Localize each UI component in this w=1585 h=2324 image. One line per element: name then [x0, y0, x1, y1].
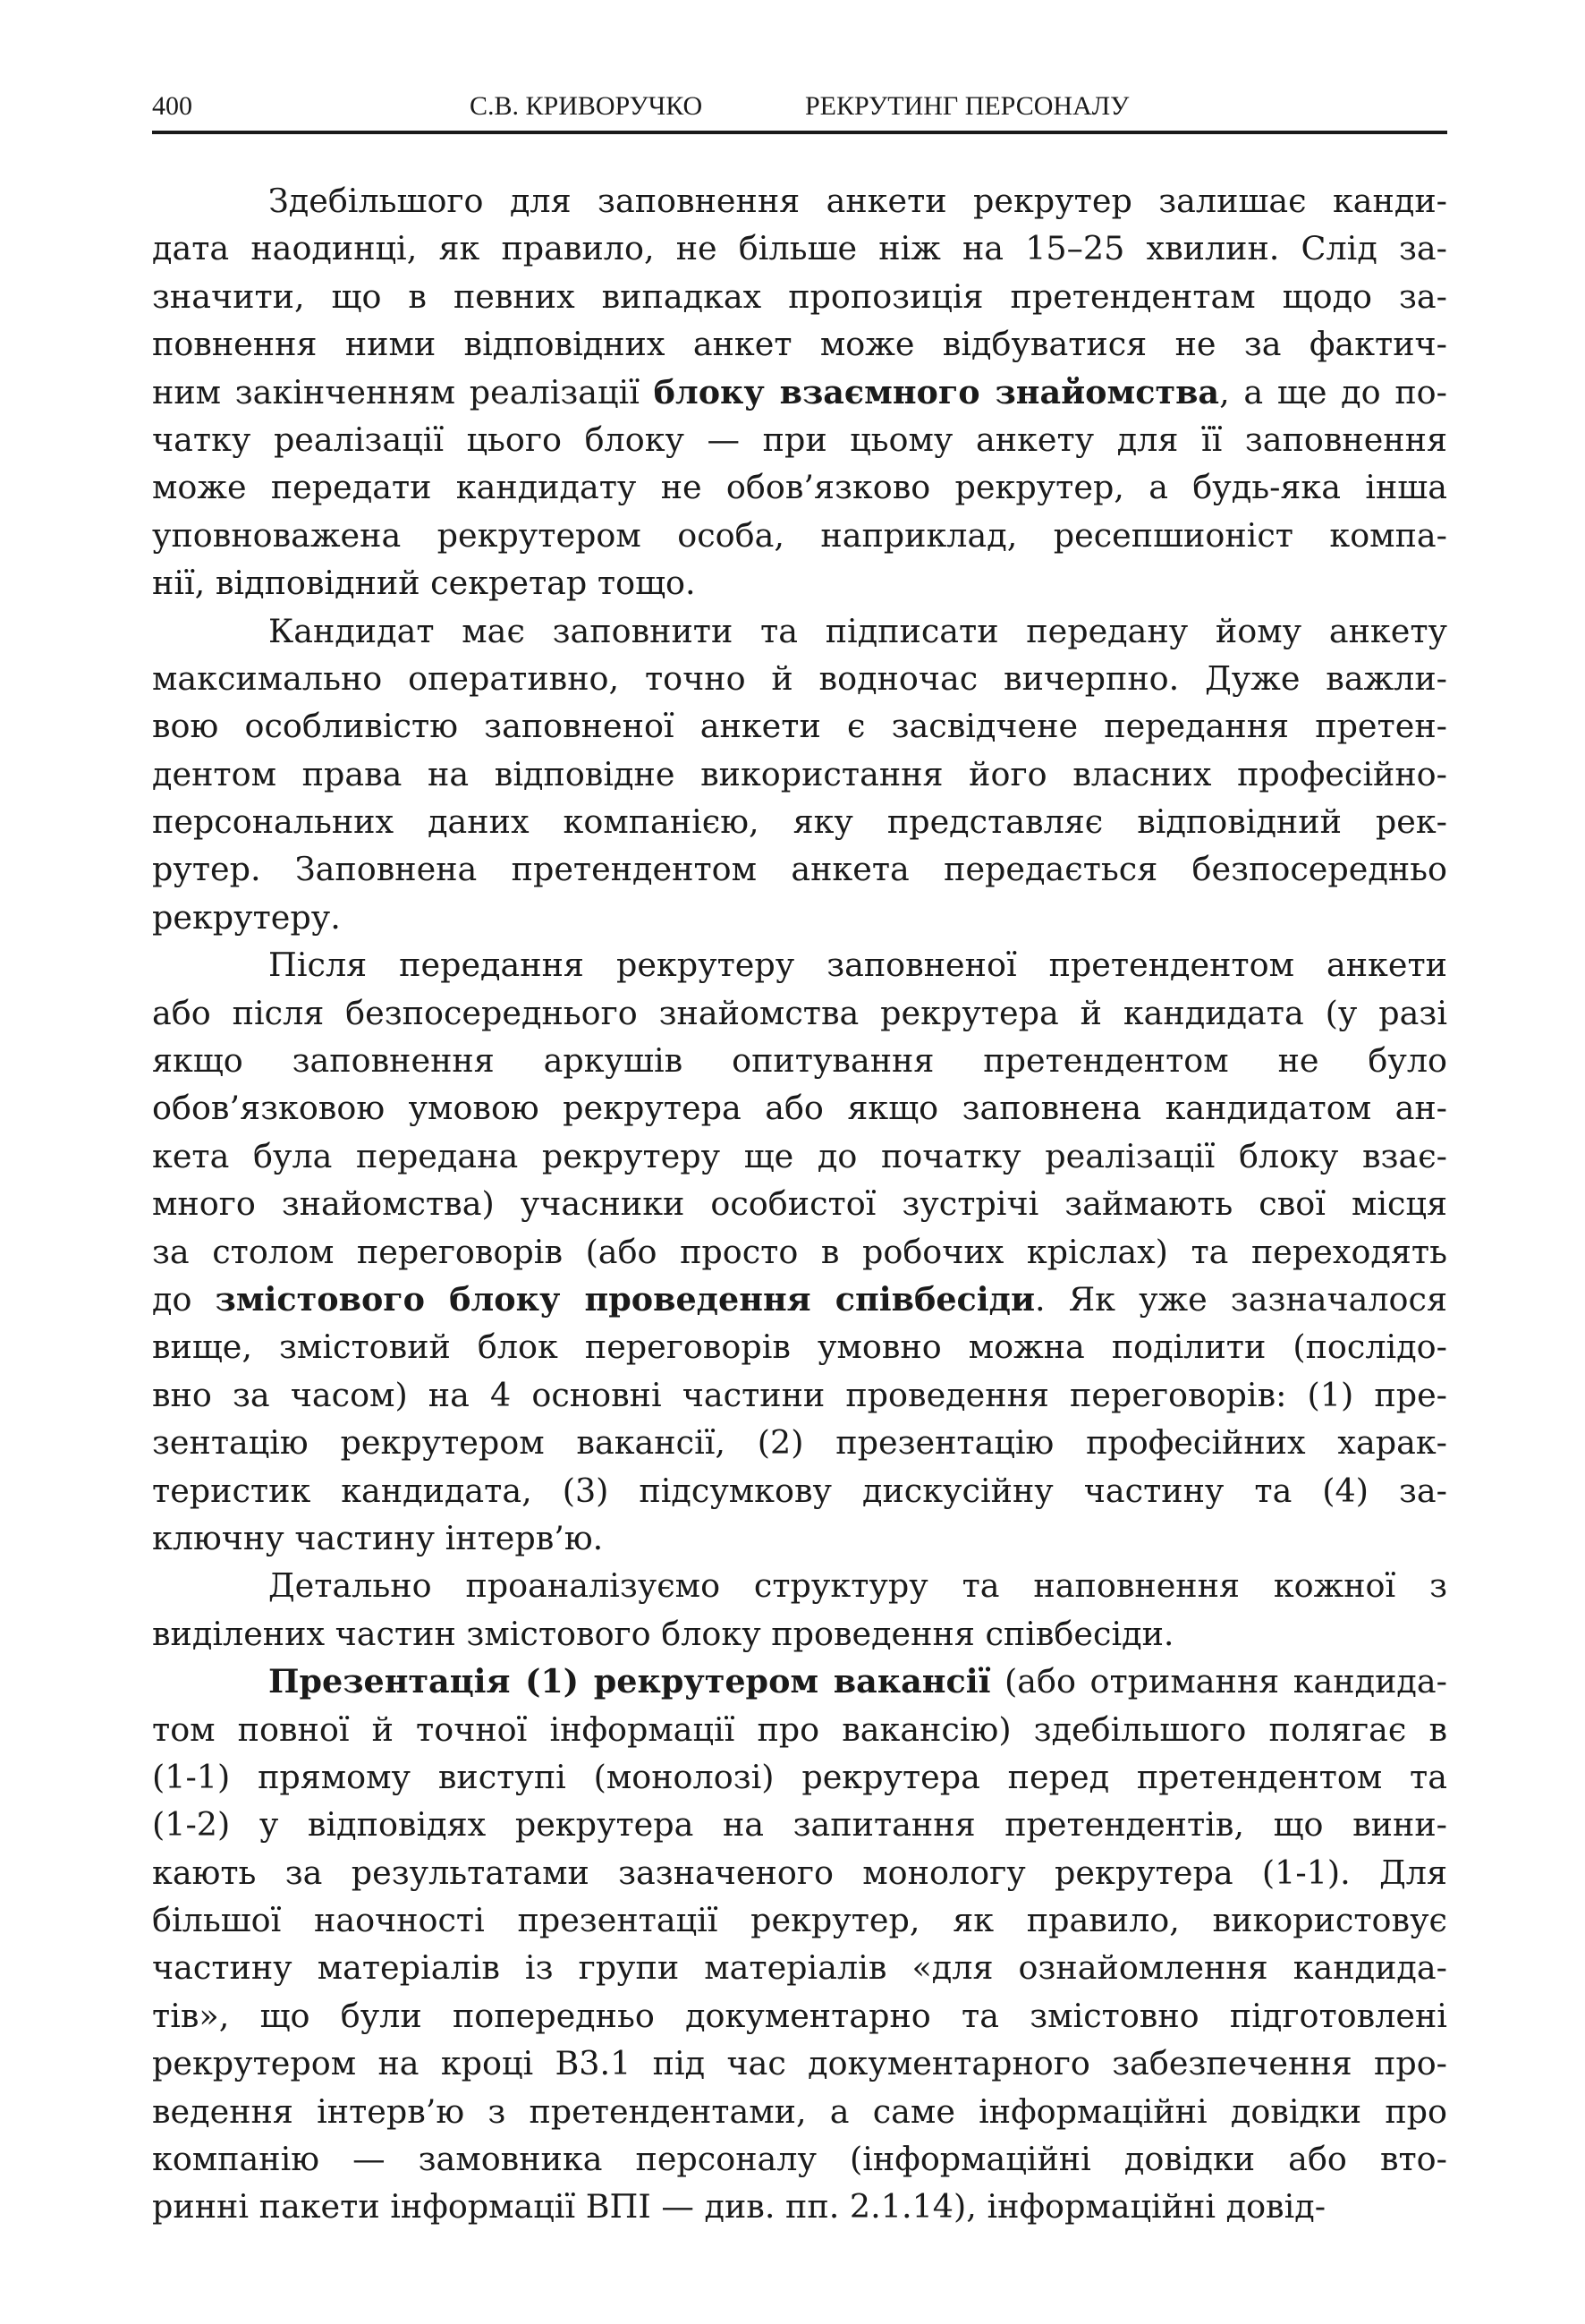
text-line — [152, 1276, 1447, 1323]
text-line — [152, 1132, 1447, 1180]
text-run: частину матеріалів із групи матеріалів «для ознайомлення кандида- — [152, 1948, 1447, 1988]
text-run: значити, що в певних випадках пропозиція претендентам щодо за- — [152, 276, 1447, 316]
paragraph — [152, 177, 1447, 607]
paragraph — [152, 1658, 1447, 2231]
text-run: за столом переговорів (або просто в робочих кріслах) та переходять — [152, 1232, 1447, 1271]
text-run: рекрутером на кроці В3.1 під час документарного забезпечення про- — [152, 2044, 1447, 2083]
text-line — [152, 1801, 1447, 1848]
text-line — [152, 1992, 1447, 2040]
text-line — [152, 1514, 1447, 1562]
text-run: чатку реалізації цього блоку — при цьому анкету для її заповнення — [152, 420, 1447, 459]
text-line — [152, 416, 1447, 463]
text-line — [152, 798, 1447, 845]
text-run: ним закінченням реалізації — [152, 372, 654, 411]
text-line — [152, 655, 1447, 702]
text-line — [152, 702, 1447, 750]
text-run: дентом права на відповідне використання його власних професійно- — [152, 754, 1447, 793]
text-line — [152, 1658, 1447, 1705]
paragraph — [152, 1562, 1447, 1658]
text-run: персональних даних компанією, яку представляє відповідний рек- — [152, 802, 1447, 842]
text-run: більшої наочності презентації рекрутер, як правило, використовує — [152, 1901, 1447, 1940]
bold-term: блоку взаємного знайомства — [653, 372, 1220, 411]
text-line — [152, 1371, 1447, 1419]
running-author: С.В. КРИВОРУЧКО — [470, 91, 703, 121]
text-run: рекрутеру. — [152, 897, 341, 937]
text-run: компанію — замовника персоналу (інформаційні довідки або вто- — [152, 2140, 1447, 2179]
text-line — [152, 1706, 1447, 1753]
text-line — [152, 1228, 1447, 1276]
text-run: рутер. Заповнена претендентом анкета передається безпосередньо — [152, 850, 1447, 889]
text-line — [152, 2135, 1447, 2183]
text-run: Кандидат має заповнити та підписати передану йому анкету — [268, 611, 1447, 650]
text-line — [152, 989, 1447, 1037]
text-run: вно за часом) на 4 основні частини проведення переговорів: (1) пре- — [152, 1375, 1447, 1414]
text-line — [152, 894, 1447, 941]
text-run: зентацію рекрутером вакансії, (2) презентацію професійних харак- — [152, 1423, 1447, 1463]
text-line — [152, 1180, 1447, 1227]
text-run: кають за результатами зазначеного монологу рекрутера (1-1). Для — [152, 1853, 1447, 1892]
text-run: много знайомства) учасники особистої зустрічі займають свої місця — [152, 1184, 1447, 1224]
text-line — [152, 1562, 1447, 1609]
text-line — [152, 2183, 1447, 2230]
text-run: обов’язковою умовою рекрутера або якщо заповнена кандидатом ан- — [152, 1089, 1447, 1128]
text-line — [152, 559, 1447, 606]
text-line — [152, 512, 1447, 559]
text-run: ключну частину інтерв’ю. — [152, 1518, 604, 1557]
text-run: , а ще до по- — [1219, 372, 1447, 411]
text-run: (1-2) у відповідях рекрутера на запитання претендентів, що вини- — [152, 1805, 1447, 1845]
text-line — [152, 463, 1447, 511]
text-run: (1-1) прямому виступі (монолозі) рекрутера перед претендентом та — [152, 1757, 1447, 1796]
text-run: уповноважена рекрутером особа, наприклад, ресепшионіст компа- — [152, 515, 1447, 555]
page-header — [152, 86, 1447, 134]
text-run: виділених частин змістового блоку проведення співбесіди. — [152, 1614, 1174, 1653]
text-run: дата наодинці, як правило, не більше ніж на 15–25 хвилин. Слід за- — [152, 229, 1447, 268]
text-run: Здебільшого для заповнення анкети рекрутер залишає канди- — [268, 182, 1447, 220]
text-line — [152, 845, 1447, 893]
text-run: том повної й точної інформації про вакансію) здебільшого полягає в — [152, 1709, 1447, 1749]
text-line — [152, 1419, 1447, 1466]
text-line — [152, 941, 1447, 988]
text-line — [152, 2088, 1447, 2135]
page-number: 400 — [152, 91, 192, 121]
text-run: тів», що були попередньо документарно та змістовно підготовлені — [152, 1996, 1447, 2035]
bold-term: Презентація (1) рекрутером вакансії — [268, 1662, 991, 1701]
text-run: ринні пакети інформації ВПІ — див. пп. 2.1.14), інформаційні довід- — [152, 2187, 1326, 2226]
text-line — [152, 320, 1447, 368]
text-run: Детально проаналізуємо структуру та наповнення кожної з — [268, 1566, 1447, 1606]
text-run: . Як уже зазначалося — [1035, 1279, 1447, 1319]
text-run: теристик кандидата, (3) підсумкову дискусійну частину та (4) за- — [152, 1471, 1447, 1510]
text-line — [152, 1896, 1447, 1944]
text-run: повнення ними відповідних анкет може відбуватися не за фактич- — [152, 325, 1447, 364]
text-run: вою особливістю заповненої анкети є засвідчене передання претен- — [152, 707, 1447, 746]
text-line — [152, 177, 1447, 225]
text-run: ведення інтерв’ю з претендентами, а саме інформаційні довідки про — [152, 2091, 1447, 2131]
text-line — [152, 225, 1447, 272]
page-body — [152, 177, 1447, 2231]
paragraph — [152, 607, 1447, 942]
text-line — [152, 1323, 1447, 1370]
text-line — [152, 273, 1447, 320]
text-run: кета була передана рекрутеру ще до початку реалізації блоку взає- — [152, 1136, 1447, 1175]
text-line — [152, 1084, 1447, 1132]
paragraph — [152, 941, 1447, 1562]
text-line — [152, 1037, 1447, 1084]
text-run: якщо заповнення аркушів опитування претендентом не було — [152, 1041, 1447, 1081]
text-line — [152, 607, 1447, 655]
text-line — [152, 1467, 1447, 1514]
running-title: РЕКРУТИНГ ПЕРСОНАЛУ — [805, 91, 1130, 121]
text-run: може передати кандидату не обов’язково рекрутер, а будь-яка інша — [152, 468, 1447, 507]
text-run: до — [152, 1279, 216, 1319]
text-line — [152, 1753, 1447, 1801]
text-line — [152, 2040, 1447, 2087]
text-line — [152, 1849, 1447, 1896]
text-line — [152, 1610, 1447, 1658]
text-run: вище, змістовий блок переговорів умовно можна поділити (послідо- — [152, 1327, 1447, 1367]
text-run: (або отримання кандида- — [990, 1662, 1447, 1701]
text-run: нії, відповідний секретар тощо. — [152, 564, 696, 603]
text-line — [152, 751, 1447, 798]
text-line — [152, 1944, 1447, 1991]
bold-term: змістового блоку проведення співбесіди — [215, 1279, 1036, 1319]
text-line — [152, 369, 1447, 416]
text-run: Після передання рекрутеру заповненої претендентом анкети — [268, 946, 1447, 985]
text-run: або після безпосереднього знайомства рекрутера й кандидата (у разі — [152, 993, 1447, 1032]
text-run: максимально оперативно, точно й водночас вичерпно. Дуже важли- — [152, 658, 1447, 698]
